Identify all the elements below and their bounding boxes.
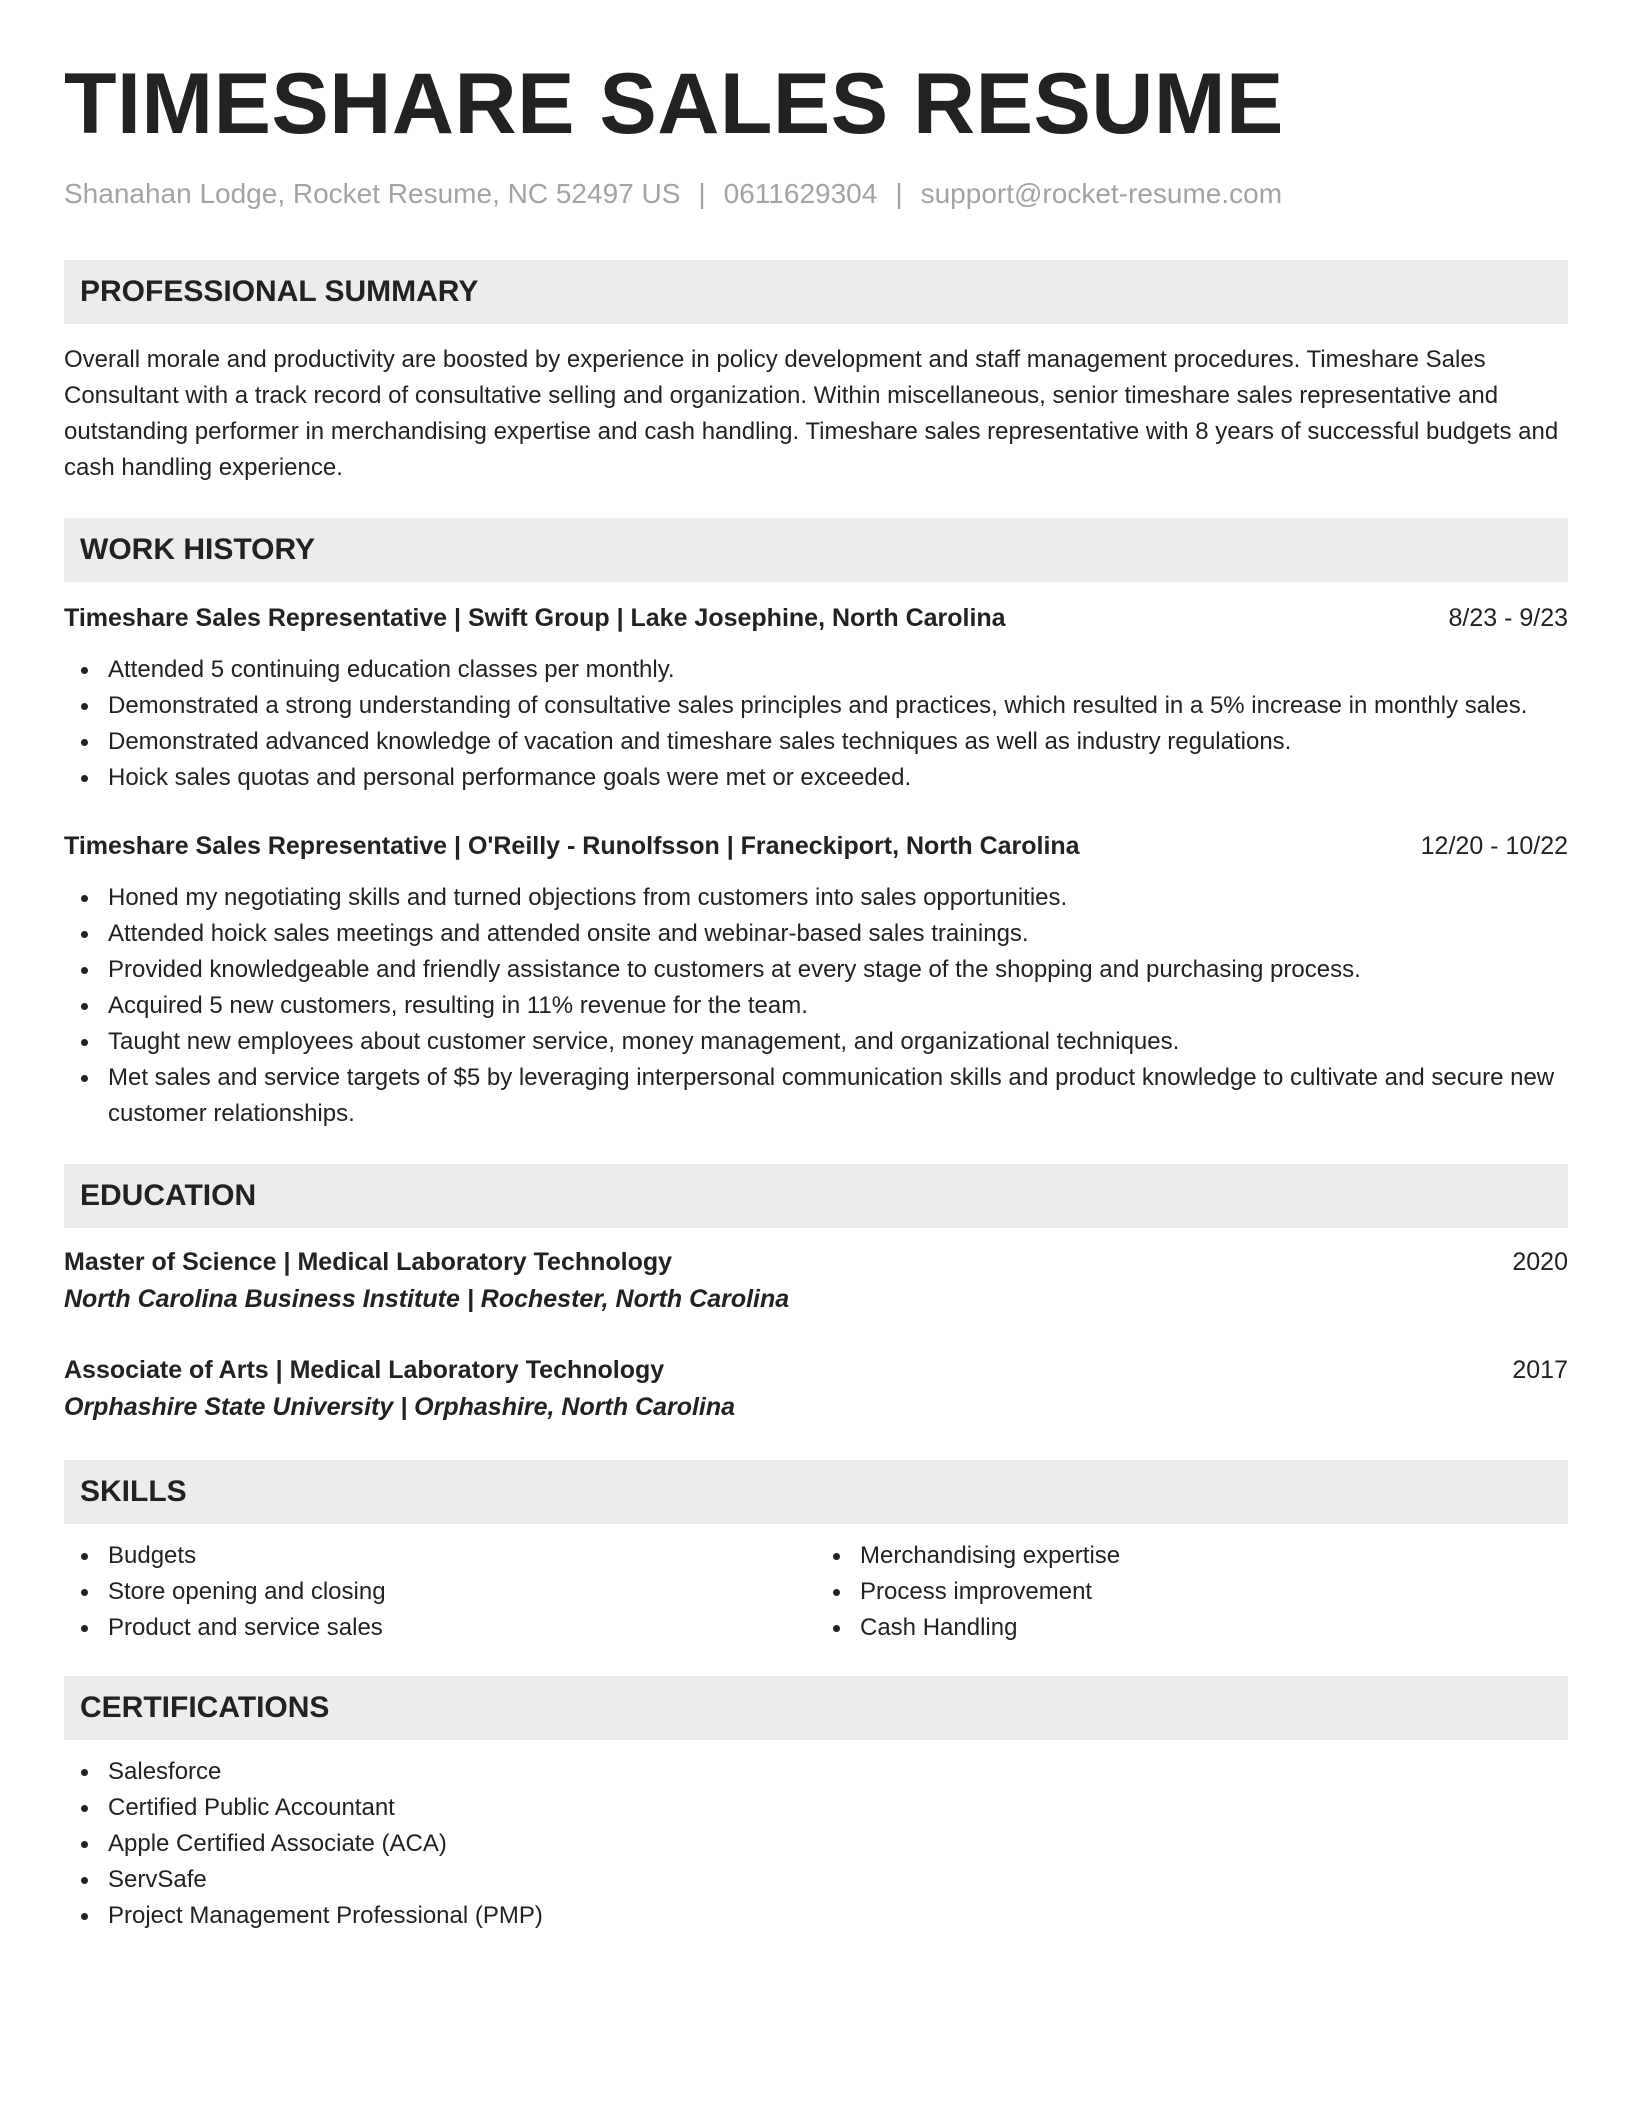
education-degree: Master of Science | Medical Laboratory Technology xyxy=(64,1248,673,1276)
education-heading: EDUCATION xyxy=(64,1164,1568,1228)
certification-item: Project Management Professional (PMP) xyxy=(64,1898,1568,1934)
skill-item: Product and service sales xyxy=(64,1610,816,1646)
job-header xyxy=(64,600,1568,636)
education-entry xyxy=(64,1244,1568,1318)
education-year: 2020 xyxy=(1512,1248,1568,1276)
education-year: 2017 xyxy=(1512,1356,1568,1384)
certification-item: Salesforce xyxy=(64,1754,1568,1790)
job-bullets xyxy=(64,880,1568,1132)
certification-item: Certified Public Accountant xyxy=(64,1790,1568,1826)
job-bullet: Acquired 5 new customers, resulting in 11% revenue for the team. xyxy=(64,988,1568,1024)
job-bullet: Demonstrated a strong understanding of consultative sales principles and practices, which resulted in a 5% increase in monthly sales. xyxy=(64,688,1568,724)
job-bullet: Provided knowledgeable and friendly assistance to customers at every stage of the shopping and purchasing process. xyxy=(64,952,1568,988)
job-dates: 8/23 - 9/23 xyxy=(1448,604,1568,632)
skill-item: Cash Handling xyxy=(816,1610,1568,1646)
job-bullet: Attended hoick sales meetings and attended onsite and webinar-based sales trainings. xyxy=(64,916,1568,952)
certifications-list xyxy=(64,1754,1568,1934)
education-degree: Associate of Arts | Medical Laboratory Technology xyxy=(64,1356,665,1384)
education-school: Orphashire State University | Orphashire, North Carolina xyxy=(64,1393,736,1421)
summary-heading: PROFESSIONAL SUMMARY xyxy=(64,260,1568,324)
summary-text: Overall morale and productivity are boosted by experience in policy development and staff management procedures. Timeshare Sales Consultant with a track record of consultative selling and organization. Within miscellaneous, senior timeshare sales representative and outstanding performer in merchandising expertise and cash handling. Timeshare sales representative with 8 years of successful budgets and cash handling experience. xyxy=(64,346,1559,481)
contact-separator: | xyxy=(895,178,903,209)
job-bullets xyxy=(64,652,1568,796)
skills-heading: SKILLS xyxy=(64,1460,1568,1524)
certification-item: Apple Certified Associate (ACA) xyxy=(64,1826,1568,1862)
contact-line xyxy=(64,176,1568,212)
resume-title: TIMESHARE SALES RESUME xyxy=(64,56,1284,152)
job-header xyxy=(64,828,1568,864)
job-bullet: Hoick sales quotas and personal performance goals were met or exceeded. xyxy=(64,760,1568,796)
skill-item: Merchandising expertise xyxy=(816,1538,1568,1574)
job-dates: 12/20 - 10/22 xyxy=(1420,832,1568,860)
certifications-heading: CERTIFICATIONS xyxy=(64,1676,1568,1740)
contact-address: Shanahan Lodge, Rocket Resume, NC 52497 US xyxy=(64,178,681,209)
work-history-heading: WORK HISTORY xyxy=(64,518,1568,582)
job-entry xyxy=(64,600,1568,796)
skill-item: Process improvement xyxy=(816,1574,1568,1610)
skill-item: Budgets xyxy=(64,1538,816,1574)
job-title: Timeshare Sales Representative | Swift Group | Lake Josephine, North Carolina xyxy=(64,604,1006,632)
job-entry xyxy=(64,828,1568,1132)
skills-grid xyxy=(64,1524,1568,1646)
contact-phone: 0611629304 xyxy=(723,178,878,209)
job-bullet: Honed my negotiating skills and turned objections from customers into sales opportunities. xyxy=(64,880,1568,916)
job-bullet: Met sales and service targets of $5 by leveraging interpersonal communication skills and product knowledge to cultivate and secure new customer relationships. xyxy=(64,1060,1568,1132)
education-entry xyxy=(64,1352,1568,1426)
education-school: North Carolina Business Institute | Rochester, North Carolina xyxy=(64,1285,790,1313)
contact-separator: | xyxy=(698,178,706,209)
job-title: Timeshare Sales Representative | O'Reilly - Runolfsson | Franeckiport, North Carolina xyxy=(64,832,1080,860)
job-bullet: Attended 5 continuing education classes per monthly. xyxy=(64,652,1568,688)
education-header xyxy=(64,1244,1568,1280)
certification-item: ServSafe xyxy=(64,1862,1568,1898)
skill-item: Store opening and closing xyxy=(64,1574,816,1610)
contact-email: support@rocket-resume.com xyxy=(920,178,1283,209)
job-bullet: Taught new employees about customer service, money management, and organizational techniques. xyxy=(64,1024,1568,1060)
skills-column-left xyxy=(64,1538,816,1646)
skills-column-right xyxy=(816,1538,1568,1646)
job-bullet: Demonstrated advanced knowledge of vacation and timeshare sales techniques as well as industry regulations. xyxy=(64,724,1568,760)
education-header xyxy=(64,1352,1568,1388)
